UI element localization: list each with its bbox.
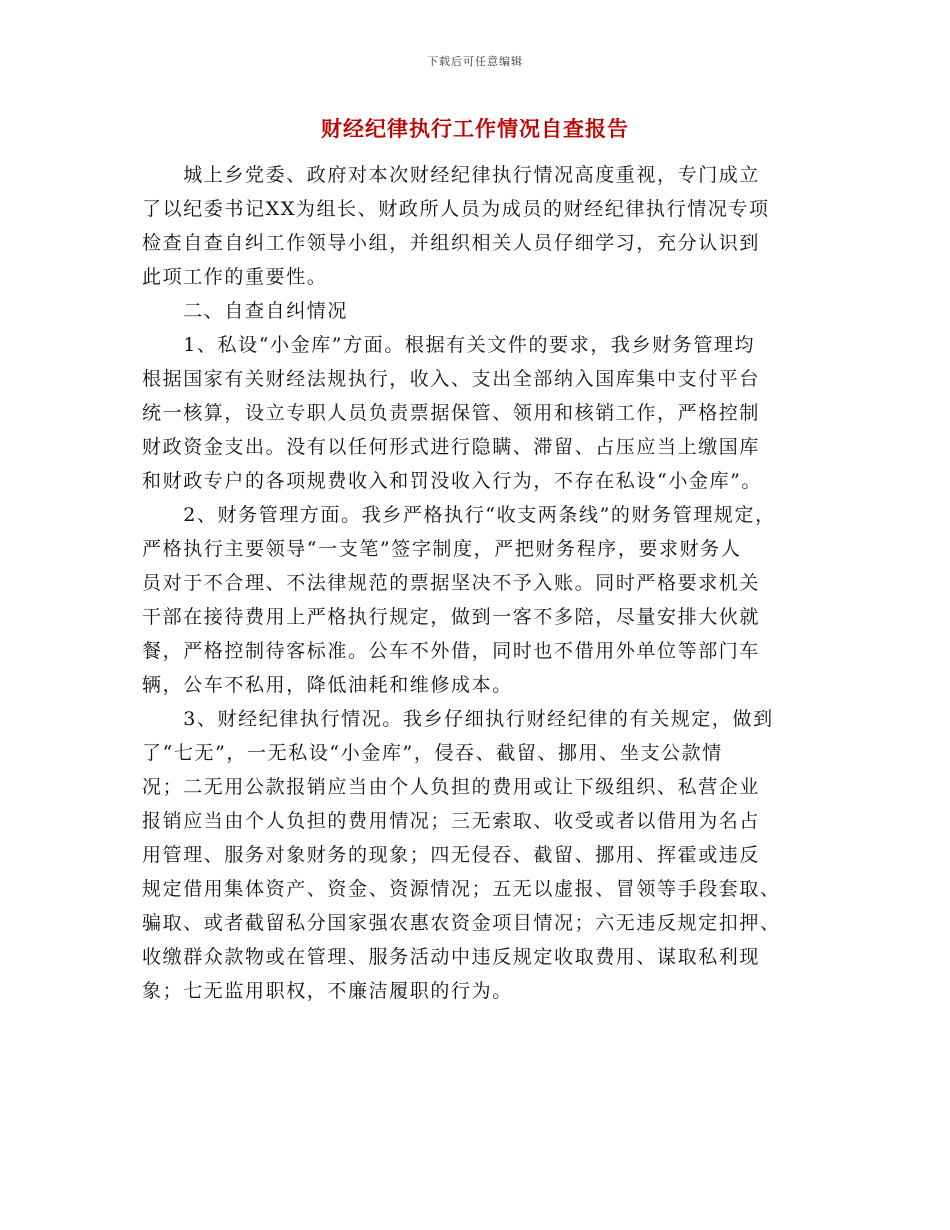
body-line: 干部在接待费用上严格执行规定，做到一客不多陪，尽量安排大伙就 xyxy=(142,606,761,628)
body-line: 二、自查自纠情况 xyxy=(142,300,349,322)
body-line: 收缴群众款物或在管理、服务活动中违反规定收取费用、谋取私利现 xyxy=(142,946,761,968)
body-line: 了“七无”，一无私设“小金库”，侵吞、截留、挪用、坐支公款情 xyxy=(142,742,723,764)
body-line: 2、财务管理方面。我乡严格执行“收支两条线”的财务管理规定， xyxy=(142,504,776,526)
body-line: 规定借用集体资产、资金、资源情况；五无以虚报、冒领等手段套取、 xyxy=(142,878,781,900)
body-line: 根据国家有关财经法规执行，收入、支出全部纳入国库集中支付平台 xyxy=(142,368,761,390)
body-line: 餐，严格控制待客标准。公车不外借，同时也不借用外单位等部门车 xyxy=(142,640,761,662)
body-line: 和财政专户的各项规费收入和罚没收入行为，不存在私设“小金库”。 xyxy=(142,470,763,492)
body-line: 辆，公车不私用，降低油耗和维修成本。 xyxy=(142,674,513,696)
document-title: 财经纪律执行工作情况自查报告 xyxy=(321,116,629,141)
body-line: 此项工作的重要性。 xyxy=(142,266,328,288)
body-line: 3、财经纪律执行情况。我乡仔细执行财经纪律的有关规定，做到 xyxy=(142,708,774,730)
body-line: 统一核算，设立专职人员负责票据保管、领用和核销工作，严格控制 xyxy=(142,402,761,424)
body-line: 检查自查自纠工作领导小组，并组织相关人员仔细学习，充分认识到 xyxy=(142,232,761,254)
body-line: 象；七无监用职权，不廉洁履职的行为。 xyxy=(142,980,513,1002)
body-line: 报销应当由个人负担的费用情况；三无索取、收受或者以借用为名占 xyxy=(142,810,761,832)
body-line: 财政资金支出。没有以任何形式进行隐瞒、滞留、占压应当上缴国库 xyxy=(142,436,761,458)
body-line: 员对于不合理、不法律规范的票据坚决不予入账。同时严格要求机关 xyxy=(142,572,761,594)
body-line: 用管理、服务对象财务的现象；四无侵吞、截留、挪用、挥霍或违反 xyxy=(142,844,761,866)
body-line: 了以纪委书记XX为组长、财政所人员为成员的财经纪律执行情况专项 xyxy=(142,198,770,220)
body-line: 1、私设“小金库”方面。根据有关文件的要求，我乡财务管理均 xyxy=(142,334,756,356)
header-note: 下载后可任意编辑 xyxy=(427,55,523,68)
document-body xyxy=(142,158,812,1008)
body-line: 骗取、或者截留私分国家强农惠农资金项目情况；六无违反规定扣押、 xyxy=(142,912,781,934)
body-line: 城上乡党委、政府对本次财经纪律执行情况高度重视，专门成立 xyxy=(142,164,761,186)
body-line: 况；二无用公款报销应当由个人负担的费用或让下级组织、私营企业 xyxy=(142,776,761,798)
body-line: 严格执行主要领导“一支笔”签字制度，严把财务程序，要求财务人 xyxy=(142,538,742,560)
